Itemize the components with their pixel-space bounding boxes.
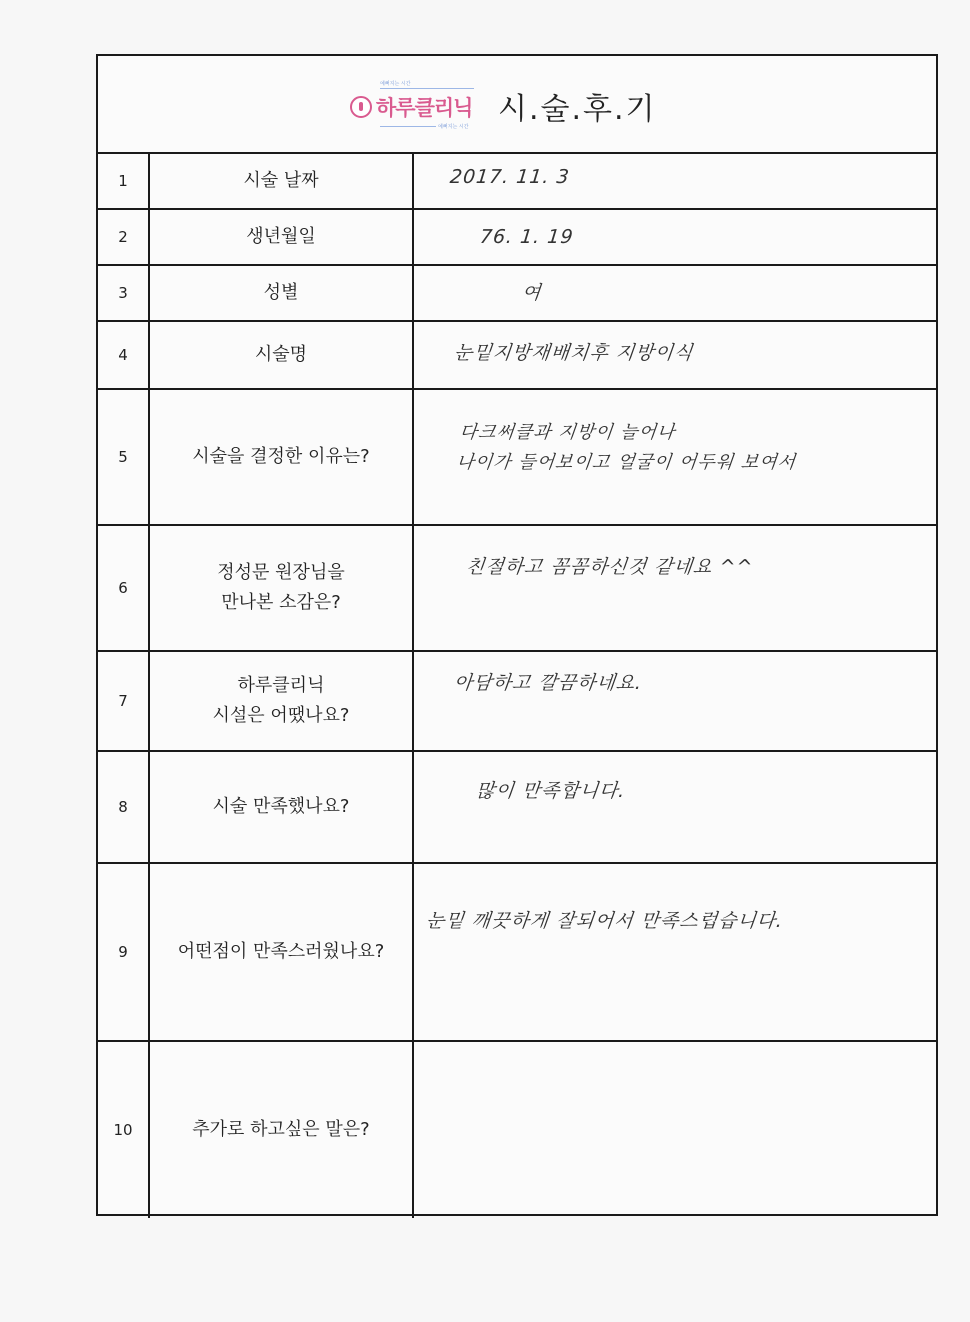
handwritten-answer: 아담하고 깔끔하네요. — [452, 672, 644, 694]
row-number: 3 — [98, 266, 150, 320]
row-question: 어떤점이 만족스러웠나요? — [150, 864, 414, 1040]
row-number: 2 — [98, 210, 150, 264]
row-answer — [414, 322, 936, 388]
handwritten-answer: 눈밑지방재배치후 지방이식 — [452, 342, 695, 364]
row-question: 시술명 — [150, 322, 414, 388]
handwritten-answer: 2017. 11. 3 — [448, 166, 571, 188]
row-answer — [414, 1042, 936, 1218]
row-question: 정성문 원장님을 만나본 소감은? — [150, 526, 414, 650]
form-row — [98, 322, 936, 390]
row-answer — [414, 526, 936, 650]
form-row — [98, 526, 936, 652]
handwritten-answer: 눈밑 깨끗하게 잘되어서 만족스럽습니다. — [424, 910, 785, 932]
row-number: 4 — [98, 322, 150, 388]
clinic-logo — [350, 81, 480, 138]
form-header — [98, 56, 936, 154]
row-question: 시술을 결정한 이유는? — [150, 390, 414, 524]
form-row — [98, 652, 936, 752]
form-row — [98, 1042, 936, 1218]
clock-icon — [350, 96, 372, 118]
row-number: 7 — [98, 652, 150, 750]
row-number: 5 — [98, 390, 150, 524]
row-answer — [414, 752, 936, 862]
row-answer — [414, 266, 936, 320]
row-answer — [414, 390, 936, 524]
handwritten-answer: 친절하고 꼼꼼하신것 같네요 ^^ — [464, 556, 755, 578]
row-number: 10 — [98, 1042, 150, 1218]
form-row — [98, 210, 936, 266]
handwritten-answer: 다크써클과 지방이 늘어나 나이가 들어보이고 얼굴이 어두워 보여서 — [455, 422, 798, 473]
row-question: 생년월일 — [150, 210, 414, 264]
row-answer — [414, 652, 936, 750]
logo-line — [380, 88, 474, 89]
handwritten-answer: 많이 만족합니다. — [474, 780, 627, 802]
row-number: 6 — [98, 526, 150, 650]
form-row — [98, 864, 936, 1042]
row-question: 하루클리닉 시설은 어땠나요? — [150, 652, 414, 750]
form-row — [98, 154, 936, 210]
handwritten-answer: 여 — [520, 282, 543, 304]
row-answer — [414, 154, 936, 208]
logo-line — [380, 126, 436, 127]
logo-tagline-top: 예뻐지는 시간 — [380, 81, 411, 87]
logo-name: 하루클리닉 — [376, 96, 473, 120]
row-number: 8 — [98, 752, 150, 862]
form-row — [98, 752, 936, 864]
row-question: 시술 만족했나요? — [150, 752, 414, 862]
row-number: 9 — [98, 864, 150, 1040]
logo-tagline-bottom: 예뻐지는 시간 — [438, 124, 469, 130]
row-answer — [414, 210, 936, 264]
row-number: 1 — [98, 154, 150, 208]
row-question: 추가로 하고싶은 말은? — [150, 1042, 414, 1218]
row-question: 성별 — [150, 266, 414, 320]
form-row — [98, 266, 936, 322]
form-row — [98, 390, 936, 526]
review-form — [96, 54, 938, 1216]
row-question: 시술 날짜 — [150, 154, 414, 208]
handwritten-answer: 76. 1. 19 — [478, 226, 575, 248]
form-title: 시.술.후.기 — [498, 92, 657, 127]
row-answer — [414, 864, 936, 1040]
